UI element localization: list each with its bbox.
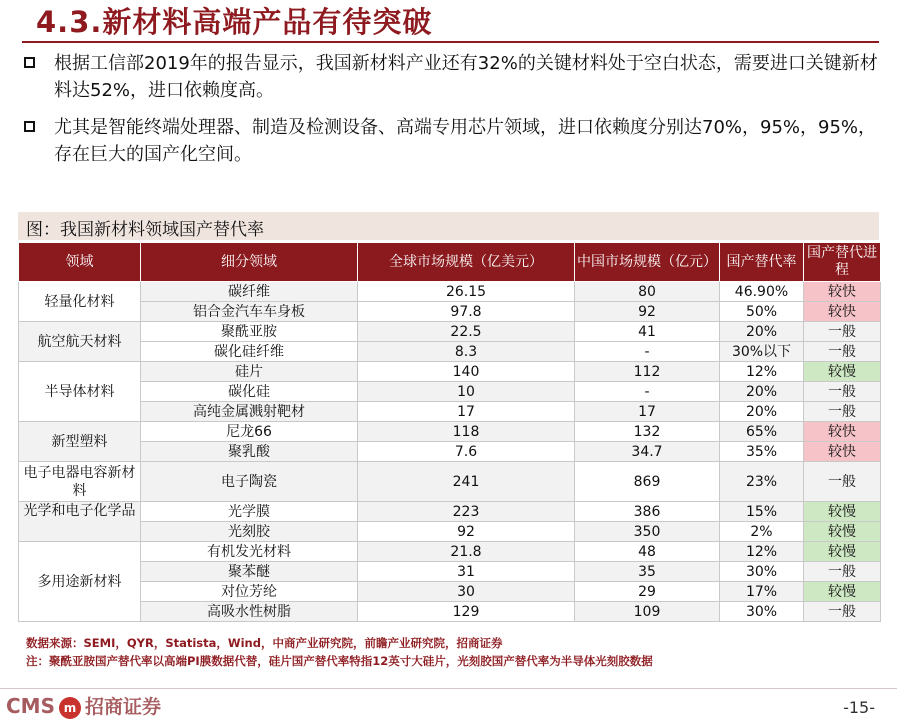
title-divider	[22, 41, 879, 43]
table-row	[19, 462, 881, 502]
china-cell: 80	[575, 282, 720, 302]
square-bullet-icon	[24, 57, 35, 68]
rate-cell: 12%	[720, 542, 804, 562]
group-cell: 半导体材料	[19, 362, 141, 422]
bullet-point	[24, 114, 880, 168]
table-note: 注：聚酰亚胺国产替代率以高端PI膜数据代替，硅片国产替代率特指12英寸大硅片，光刻胶国产替代率为半导体光刻胶数据	[26, 654, 653, 668]
global-cell: 92	[358, 522, 575, 542]
progress-cell: 较慢	[804, 542, 881, 562]
progress-cell: 较快	[804, 282, 881, 302]
rate-cell: 30%	[720, 602, 804, 622]
rate-cell: 20%	[720, 322, 804, 342]
global-cell: 21.8	[358, 542, 575, 562]
china-cell: -	[575, 382, 720, 402]
header-field: 领域	[19, 243, 141, 282]
rate-cell: 46.90%	[720, 282, 804, 302]
header-rate: 国产替代率	[720, 243, 804, 282]
global-cell: 118	[358, 422, 575, 442]
header-subfield: 细分领域	[141, 243, 358, 282]
china-cell: 34.7	[575, 442, 720, 462]
progress-cell: 一般	[804, 342, 881, 362]
subfield-cell: 聚乳酸	[141, 442, 358, 462]
table-row	[19, 502, 881, 522]
rate-cell: 15%	[720, 502, 804, 522]
global-cell: 140	[358, 362, 575, 382]
company-name: 招商证券	[84, 696, 161, 718]
progress-cell: 较慢	[804, 502, 881, 522]
group-cell: 轻量化材料	[19, 282, 141, 322]
rate-cell: 20%	[720, 382, 804, 402]
page-number: -15-	[843, 698, 875, 717]
subfield-cell: 碳纤维	[141, 282, 358, 302]
table-row	[19, 582, 881, 602]
china-cell: 92	[575, 302, 720, 322]
group-cell: 光学和电子化学品	[19, 502, 141, 542]
progress-cell: 较快	[804, 302, 881, 322]
company-logo	[6, 692, 161, 719]
subfield-cell: 对位芳纶	[141, 582, 358, 602]
figure-caption: 图：我国新材料领域国产替代率	[26, 220, 264, 240]
china-cell: 35	[575, 562, 720, 582]
rate-cell: 30%以下	[720, 342, 804, 362]
rate-cell: 35%	[720, 442, 804, 462]
global-cell: 31	[358, 562, 575, 582]
china-cell: 48	[575, 542, 720, 562]
group-cell: 航空航天材料	[19, 322, 141, 362]
subfield-cell: 光刻胶	[141, 522, 358, 542]
table-row	[19, 382, 881, 402]
bullet-text: 尤其是智能终端处理器、制造及检测设备、高端专用芯片领域，进口依赖度分别达70%，95%，95%，存在巨大的国产化空间。	[54, 117, 877, 165]
rate-cell: 2%	[720, 522, 804, 542]
data-source: 数据来源：SEMI，QYR，Statista，Wind，中商产业研究院，前瞻产业研究院，招商证券	[26, 636, 503, 650]
china-cell: 29	[575, 582, 720, 602]
china-cell: 869	[575, 462, 720, 502]
table-header-row	[19, 243, 881, 282]
rate-cell: 20%	[720, 402, 804, 422]
global-cell: 223	[358, 502, 575, 522]
table-row	[19, 302, 881, 322]
square-bullet-icon	[24, 121, 35, 132]
table-row	[19, 562, 881, 582]
subfield-cell: 高纯金属溅射靶材	[141, 402, 358, 422]
progress-cell: 较慢	[804, 582, 881, 602]
table-row	[19, 442, 881, 462]
header-progress: 国产替代进程	[804, 243, 881, 282]
logo-text: CMS	[6, 694, 55, 718]
progress-cell: 一般	[804, 402, 881, 422]
china-cell: -	[575, 342, 720, 362]
subfield-cell: 尼龙66	[141, 422, 358, 442]
group-cell: 新型塑料	[19, 422, 141, 462]
table-row	[19, 422, 881, 442]
global-cell: 10	[358, 382, 575, 402]
china-cell: 109	[575, 602, 720, 622]
progress-cell: 一般	[804, 462, 881, 502]
subfield-cell: 碳化硅	[141, 382, 358, 402]
global-cell: 7.6	[358, 442, 575, 462]
bullet-point	[24, 50, 880, 104]
progress-cell: 一般	[804, 562, 881, 582]
china-cell: 112	[575, 362, 720, 382]
table-row	[19, 282, 881, 302]
progress-cell: 一般	[804, 602, 881, 622]
table-row	[19, 522, 881, 542]
table-row	[19, 342, 881, 362]
progress-cell: 较慢	[804, 522, 881, 542]
subfield-cell: 碳化硅纤维	[141, 342, 358, 362]
page-title: 4.3.新材料高端产品有待突破	[36, 5, 433, 39]
footer-divider	[0, 688, 897, 689]
rate-cell: 30%	[720, 562, 804, 582]
progress-cell: 较快	[804, 422, 881, 442]
subfield-cell: 电子陶瓷	[141, 462, 358, 502]
progress-cell: 较慢	[804, 362, 881, 382]
subfield-cell: 高吸水性树脂	[141, 602, 358, 622]
subfield-cell: 有机发光材料	[141, 542, 358, 562]
header-global-market: 全球市场规模（亿美元）	[358, 243, 575, 282]
global-cell: 26.15	[358, 282, 575, 302]
global-cell: 17	[358, 402, 575, 422]
substitution-rate-table	[18, 242, 881, 622]
rate-cell: 50%	[720, 302, 804, 322]
global-cell: 241	[358, 462, 575, 502]
global-cell: 97.8	[358, 302, 575, 322]
progress-cell: 较快	[804, 442, 881, 462]
progress-cell: 一般	[804, 322, 881, 342]
china-cell: 17	[575, 402, 720, 422]
rate-cell: 12%	[720, 362, 804, 382]
table-row	[19, 362, 881, 382]
table-row	[19, 402, 881, 422]
rate-cell: 65%	[720, 422, 804, 442]
global-cell: 8.3	[358, 342, 575, 362]
group-cell: 多用途新材料	[19, 542, 141, 622]
china-cell: 41	[575, 322, 720, 342]
header-china-market: 中国市场规模（亿元）	[575, 243, 720, 282]
china-cell: 350	[575, 522, 720, 542]
subfield-cell: 聚苯醚	[141, 562, 358, 582]
global-cell: 30	[358, 582, 575, 602]
subfield-cell: 铝合金汽车车身板	[141, 302, 358, 322]
china-cell: 386	[575, 502, 720, 522]
subfield-cell: 硅片	[141, 362, 358, 382]
logo-mark-icon: m	[59, 697, 81, 719]
progress-cell: 一般	[804, 382, 881, 402]
table-row	[19, 322, 881, 342]
subfield-cell: 光学膜	[141, 502, 358, 522]
subfield-cell: 聚酰亚胺	[141, 322, 358, 342]
rate-cell: 23%	[720, 462, 804, 502]
table-row	[19, 602, 881, 622]
group-cell: 电子电器电容新材料	[19, 462, 141, 502]
global-cell: 22.5	[358, 322, 575, 342]
rate-cell: 17%	[720, 582, 804, 602]
table-row	[19, 542, 881, 562]
bullet-text: 根据工信部2019年的报告显示，我国新材料产业还有32%的关键材料处于空白状态，需要进口关键新材料达52%，进口依赖度高。	[54, 53, 878, 101]
global-cell: 129	[358, 602, 575, 622]
china-cell: 132	[575, 422, 720, 442]
